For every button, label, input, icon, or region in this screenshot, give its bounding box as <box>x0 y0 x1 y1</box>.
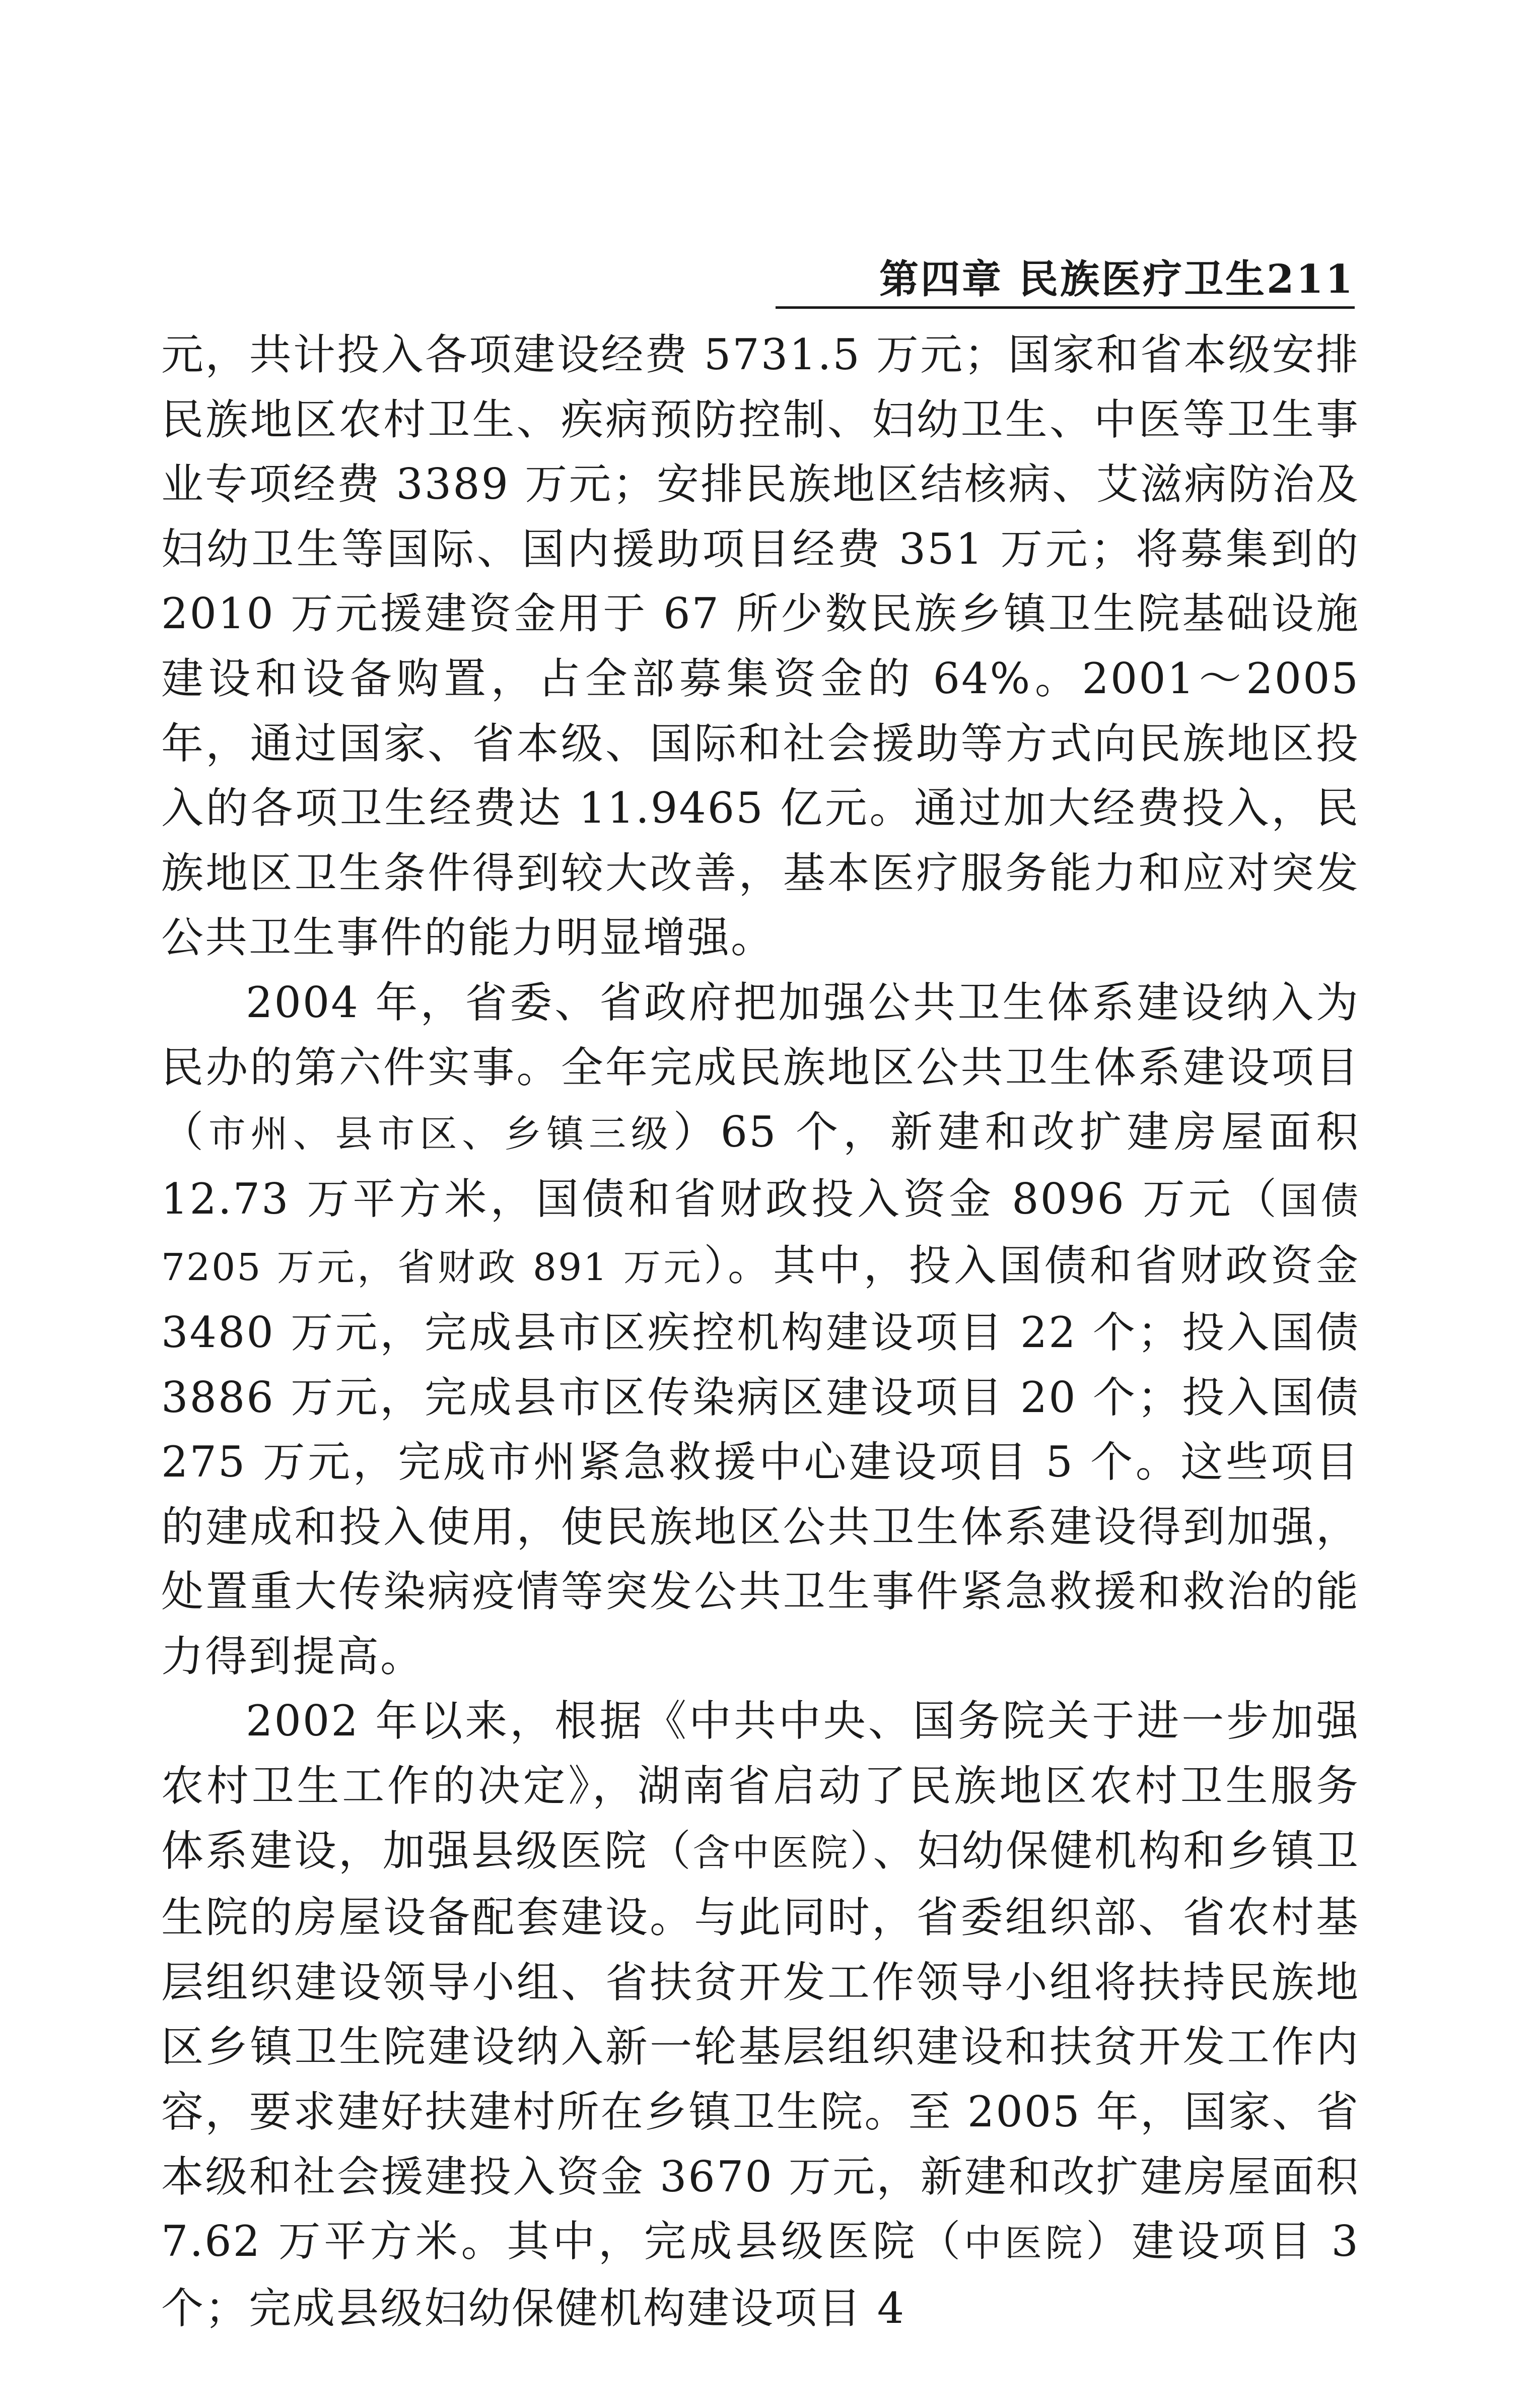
chapter-title: 第四章 民族医疗卫生 <box>879 256 1267 302</box>
paragraph-2-note-a: 市州、县市区、乡镇三级 <box>208 1112 673 1156</box>
paragraph-2 <box>161 970 1360 1689</box>
paragraph-2-text-b: ）65 个，新建和改扩建房屋面积 12.73 万平方米，国债和省财政投入资金 8096 万元（ <box>161 1107 1360 1224</box>
paragraph-3-note-b: 中医院 <box>963 2222 1086 2265</box>
body-text <box>161 322 1360 2340</box>
paragraph-3 <box>161 1689 1360 2340</box>
paragraph-1 <box>161 322 1360 970</box>
header-rule <box>776 306 1355 309</box>
page-number: 211 <box>1267 256 1355 302</box>
paragraph-2-text-a: 2004 年，省委、省政府把加强公共卫生体系建设纳入为民办的第六件实事。全年完成民族地区公共卫生体系建设项目（ <box>161 977 1360 1157</box>
running-head <box>776 252 1355 307</box>
paragraph-3-text-c: ）建设项目 3 个；完成县级妇幼保健机构建设项目 4 <box>161 2217 1360 2333</box>
paragraph-2-text-c: ）。其中，投入国债和省财政资金 3480 万元，完成县市区疾控机构建设项目 22 个；投入国债 3886 万元，完成县市区传染病区建设项目 20 个；投入国债 275 万元，完成市州紧急救援中心建设项目 5 个。这些项目的建成和投入使用，使民族地区公共卫生体系建设得到加强，处置重大传染病疫情等突发公共卫生事件紧急救援和救治的能力得到提高。 <box>161 1241 1360 1681</box>
paragraph-1-text: 元，共计投入各项建设经费 5731.5 万元；国家和省本级安排民族地区农村卫生、疾病预防控制、妇幼卫生、中医等卫生事业专项经费 3389 万元；安排民族地区结核病、艾滋病防治及妇幼卫生等国际、国内援助项目经费 351 万元；将募集到的 2010 万元援建资金用于 67 所少数民族乡镇卫生院基础设施建设和设备购置，占全部募集资金的 64%。2001～2005 年，通过国家、省本级、国际和社会援助等方式向民族地区投入的各项卫生经费达 11.9465 亿元。通过加大经费投入，民族地区卫生条件得到较大改善，基本医疗服务能力和应对突发公共卫生事件的能力明显增强。 <box>161 330 1360 963</box>
paragraph-2-note-b: 国债 7205 万元，省财政 891 万元 <box>161 1179 1360 1290</box>
paragraph-3-text-b: ）、妇幼保健机构和乡镇卫生院的房屋设备配套建设。与此同时，省委组织部、省农村基层组织建设领导小组、省扶贫开发工作领导小组将扶持民族地区乡镇卫生院建设纳入新一轮基层组织建设和扶贫开发工作内容，要求建好扶建村所在乡镇卫生院。至 2005 年，国家、省本级和社会援建投入资金 3670 万元，新建和改扩建房屋面积 7.62 万平方米。其中，完成县级医院（ <box>161 1826 1360 2266</box>
paragraph-3-text-a: 2002 年以来，根据《中共中央、国务院关于进一步加强农村卫生工作的决定》，湖南省启动了民族地区农村卫生服务体系建设，加强县级医院（ <box>161 1696 1360 1876</box>
paragraph-3-note-a: 含中医院 <box>692 1831 850 1875</box>
